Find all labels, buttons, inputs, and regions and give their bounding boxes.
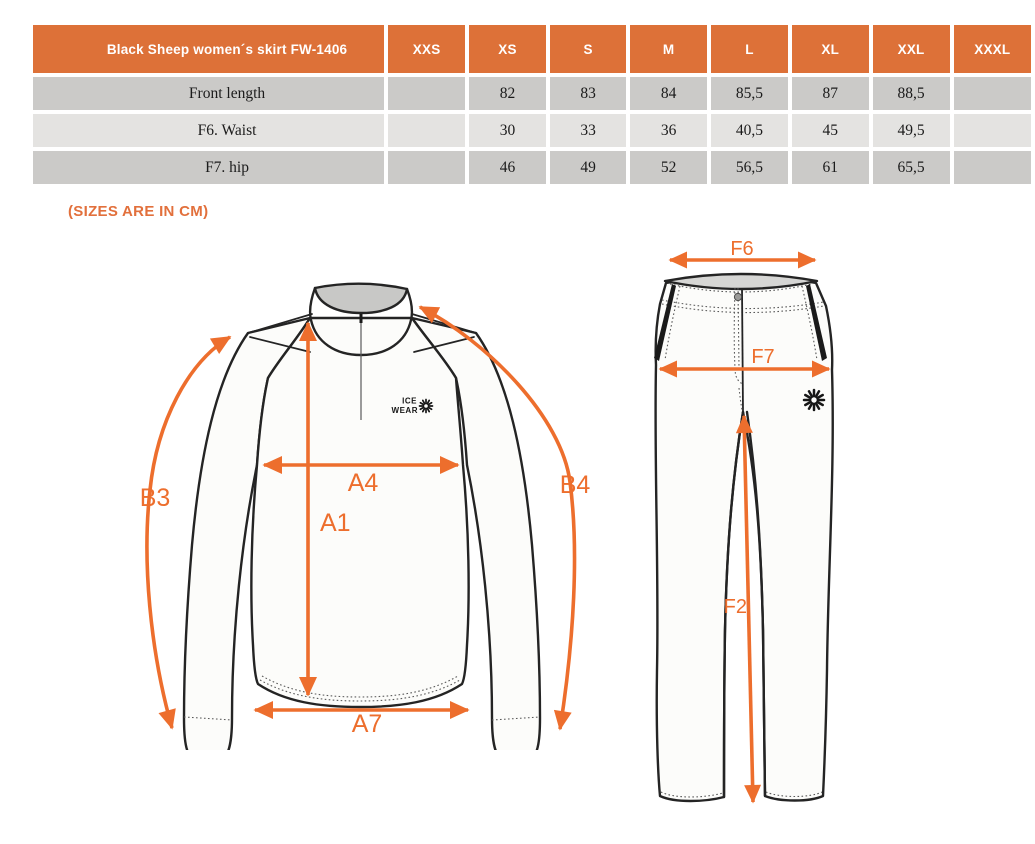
measure-label-b3: B3 [139,484,171,512]
cell-value: 83 [550,77,627,110]
cell-value: 84 [630,77,707,110]
measure-label-a4: A4 [347,469,379,497]
waist-button [734,293,741,300]
table-row-waist [33,114,1031,147]
cell-value: 85,5 [711,77,788,110]
cell-value [388,151,465,184]
sweater-body [251,318,468,707]
cell-value: 82 [469,77,546,110]
collar-inside [315,284,407,313]
row-label: F7. hip [33,151,384,184]
cell-value: 56,5 [711,151,788,184]
cell-value [954,151,1031,184]
row-label: Front length [33,77,384,110]
cell-value: 52 [630,151,707,184]
product-title: Black Sheep women´s skirt FW-1406 [33,25,384,73]
cell-value [388,114,465,147]
sweater-technical-drawing [120,250,620,750]
size-header-m: M [630,25,707,73]
cell-value: 88,5 [873,77,950,110]
cell-value [954,114,1031,147]
cell-value: 30 [469,114,546,147]
table-row-front-length [33,77,1031,110]
measure-label-b4: B4 [559,471,591,499]
size-header-xxs: XXS [388,25,465,73]
cell-value: 49 [550,151,627,184]
size-header-s: S [550,25,627,73]
fly-center-seam [742,288,743,412]
brand-logo-text: ICE [402,396,417,406]
measure-label-a7: A7 [351,710,383,738]
row-label: F6. Waist [33,114,384,147]
size-header-xxxl: XXXL [954,25,1031,73]
size-header-xs: XS [469,25,546,73]
size-header-l: L [711,25,788,73]
cell-value: 46 [469,151,546,184]
measure-label-f7: F7 [751,346,775,368]
brand-logo-text: WEAR [391,406,418,415]
cell-value: 40,5 [711,114,788,147]
cell-value [954,77,1031,110]
cell-value: 65,5 [873,151,950,184]
cell-value: 33 [550,114,627,147]
size-table-header-row [33,25,1031,73]
cell-value [388,77,465,110]
size-header-xxl: XXL [873,25,950,73]
size-table-wrapper [29,21,1035,188]
sizes-unit-note: (SIZES ARE IN CM) [68,203,209,220]
cell-value: 61 [792,151,869,184]
size-table [29,21,1035,188]
cell-value: 49,5 [873,114,950,147]
measure-label-f2: F2 [723,596,747,618]
cell-value: 87 [792,77,869,110]
cell-value: 45 [792,114,869,147]
pants-body [656,276,833,801]
table-row-hip [33,151,1031,184]
measure-label-a1: A1 [320,509,351,537]
cell-value: 36 [630,114,707,147]
size-header-xl: XL [792,25,869,73]
measure-label-f6: F6 [730,240,754,260]
pants-technical-drawing [620,240,1035,840]
